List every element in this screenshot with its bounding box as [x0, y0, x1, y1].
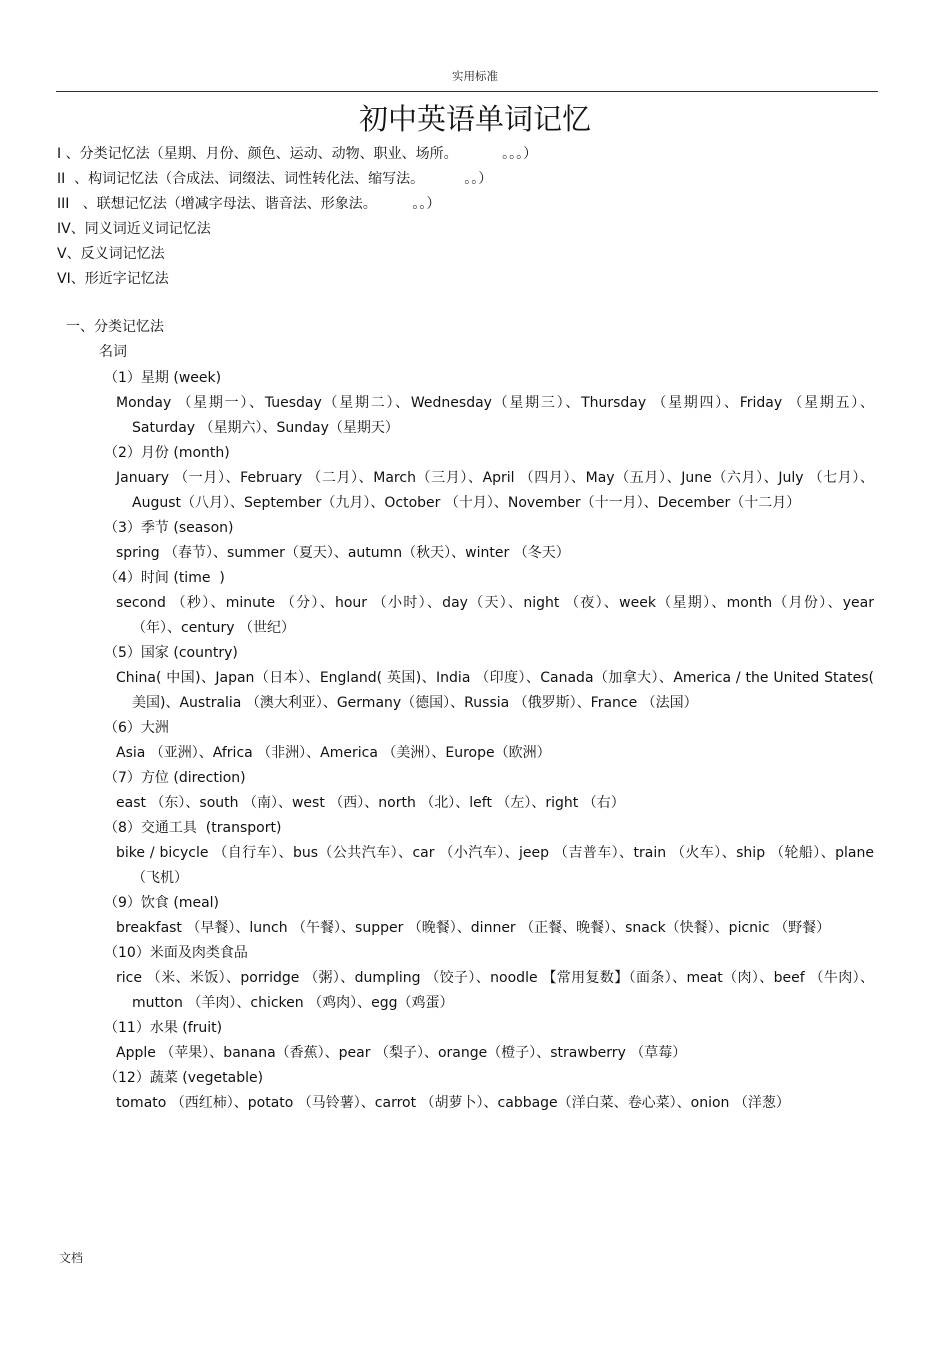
category-words: tomato （西红柿）、potato （马铃薯）、carrot （胡萝卜）、cabbage（洋白菜、卷心菜）、onion （洋葱） [116, 1095, 790, 1111]
category-words: bike / bicycle （自行车）、bus（公共汽车）、car （小汽车）、jeep （吉普车）、train （火车）、ship （轮船）、plane （飞机） [116, 845, 874, 886]
category-title: （4）时间 (time ) [104, 570, 225, 586]
category-words: Apple （苹果）、banana（香蕉）、pear （梨子）、orange（橙子）、strawberry （草莓） [116, 1045, 687, 1061]
category-title: （12）蔬菜 (vegetable) [104, 1070, 264, 1086]
category-meal [104, 891, 874, 941]
part-of-speech-label: 名词 [99, 344, 127, 360]
category-words: rice （米、米饭）、porridge （粥）、dumpling （饺子）、noodle 【常用复数】（面条）、meat（肉）、beef （牛肉）、mutton （羊肉）、chicken （鸡肉）、egg（鸡蛋） [116, 970, 874, 1011]
category-month [104, 441, 874, 516]
category-title: （6）大洲 [104, 720, 169, 736]
document-title: 初中英语单词记忆 [358, 102, 591, 136]
toc-item: III 、联想记忆法（增减字母法、谐音法、形象法。 。。） [57, 196, 441, 212]
category-vegetable [104, 1066, 874, 1116]
toc-item: II 、构词记忆法（合成法、词缀法、词性转化法、缩写法。 。。） [57, 171, 493, 187]
category-country [104, 641, 874, 716]
category-title: （11）水果 (fruit) [104, 1020, 223, 1036]
category-words: China( 中国)、Japan（日本）、England( 英国)、India （印度）、Canada（加拿大）、America / the United States( 美国)、Australia （澳大利亚）、Germany（德国）、Russia （俄罗斯）、France （法国） [116, 670, 874, 711]
header-divider [56, 91, 878, 92]
category-title: （9）饮食 (meal) [104, 895, 220, 911]
category-words: breakfast （早餐）、lunch （午餐）、supper （晚餐）、dinner （正餐、晚餐）、snack（快餐）、picnic （野餐） [116, 920, 831, 936]
category-transport [104, 816, 874, 891]
category-title: （10）米面及肉类食品 [104, 945, 248, 961]
category-staple-food [104, 941, 874, 1016]
category-season [104, 516, 874, 566]
toc-item: I 、分类记忆法（星期、月份、颜色、运动、动物、职业、场所。 。。。） [57, 146, 538, 162]
toc-item: V、反义词记忆法 [57, 246, 165, 262]
category-title: （2）月份 (month) [104, 445, 230, 461]
category-words: east （东）、south （南）、west （西）、north （北）、left （左）、right （右） [116, 795, 625, 811]
category-fruit [104, 1016, 874, 1066]
category-title: （1）星期 (week) [104, 370, 222, 386]
category-words: January （一月）、February （二月）、March（三月）、April （四月）、May（五月）、June（六月）、July （七月）、August（八月）、September（九月）、October （十月）、November（十一月）、December（十二月） [116, 470, 874, 511]
toc-item: VI、形近字记忆法 [57, 271, 169, 287]
category-list [104, 366, 874, 1116]
category-title: （7）方位 (direction) [104, 770, 246, 786]
category-words: Asia （亚洲）、Africa （非洲）、America （美洲）、Europe（欧洲） [116, 745, 551, 761]
category-title: （3）季节 (season) [104, 520, 234, 536]
category-time [104, 566, 874, 641]
toc-item: IV、同义词近义词记忆法 [57, 221, 211, 237]
section-heading: 一、分类记忆法 [66, 319, 164, 335]
category-week [104, 366, 874, 441]
page-header-title: 实用标准 [452, 69, 498, 83]
category-words: Monday （星期一）、Tuesday（星期二）、Wednesday（星期三）、Thursday （星期四）、Friday （星期五）、Saturday （星期六）、Sunday（星期天） [116, 395, 874, 436]
page-footer-label: 文档 [59, 1251, 84, 1265]
category-words: spring （春节）、summer（夏天）、autumn（秋天）、winter （冬天） [116, 545, 570, 561]
category-title: （8）交通工具 (transport) [104, 820, 282, 836]
category-title: （5）国家 (country) [104, 645, 238, 661]
category-words: second （秒）、minute （分）、hour （小时）、day（天）、night （夜）、week（星期）、month（月份）、year （年）、century （世纪） [116, 595, 874, 636]
category-continent [104, 716, 874, 766]
table-of-contents [57, 142, 877, 292]
category-direction [104, 766, 874, 816]
